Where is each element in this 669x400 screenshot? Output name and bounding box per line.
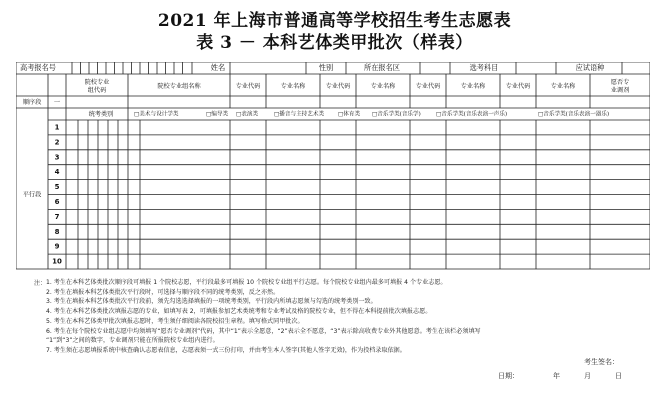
- category-option-1: □美术与设计学类: [134, 111, 179, 118]
- parallel-label: 平行段: [22, 191, 42, 199]
- sequential-mark: 一: [53, 99, 61, 106]
- form-title: 2021 年上海市普通高等学校招生考生志愿表: [157, 11, 512, 31]
- major-name-header-3: 专业名称: [460, 83, 486, 90]
- row-number-6: 6: [54, 197, 60, 206]
- category-option-6: □音乐学类(音乐学): [372, 111, 421, 118]
- note-2: 2. 考生在填报本科艺体类批次平行段时，可选择与顺序段不同的统考类别，反之亦然。: [46, 288, 280, 296]
- gender-label: 性别: [318, 63, 334, 72]
- application-form-table: [16, 62, 650, 274]
- row-number-10: 10: [52, 257, 62, 266]
- category-option-3: □表演类: [236, 111, 259, 118]
- category-option-5: □体育类: [338, 111, 361, 118]
- note-7: “1”到“3”之间的数字，专业调剂只能在所报院校专业组内进行。: [46, 337, 219, 345]
- date-label: 日期：: [498, 372, 519, 380]
- district-label: 所在报名区: [364, 63, 400, 72]
- row-number-9: 9: [54, 242, 60, 251]
- school-group-code-header-b: 组代码: [87, 87, 107, 94]
- notes-label: 注：: [34, 280, 47, 287]
- date-month: 月: [584, 372, 591, 380]
- name-label: 姓名: [210, 63, 226, 72]
- row-number-2: 2: [54, 138, 60, 147]
- subject-label: 选考科目: [469, 63, 499, 72]
- row-number-3: 3: [54, 153, 60, 162]
- adjust-header-a: 愿否专: [610, 79, 630, 86]
- school-group-name-header: 院校专业组名称: [157, 83, 201, 90]
- row-number-5: 5: [54, 183, 60, 192]
- row-number-1: 1: [54, 123, 60, 132]
- signature-label: 考生签名：: [584, 358, 619, 366]
- major-code-header-2: 专业代码: [325, 83, 351, 90]
- signature-block: [498, 355, 622, 383]
- category-option-2: □编导类: [206, 111, 229, 118]
- note-1: 1. 考生在本科艺体类批次顺序段可填报 1 个院校志愿，平行段最多可填报 10 个院校专业组平行志愿。每个院校专业组内最多可填报 4 个专业志愿。: [46, 279, 447, 286]
- note-6: 6. 考生在每个院校专业组志愿中均须填写“愿否专业调剂”代码，其中“1”表示全愿意，“2”表示全不愿意，“3”表示除高收费专业外其他愿意。考生在该栏必须填写: [46, 327, 481, 335]
- major-name-header-1: 专业名称: [280, 83, 306, 90]
- category-option-8: □音乐学类(音乐表演一器乐): [538, 111, 610, 118]
- note-3: 3. 考生在填报本科艺体类批次平行段前，须先勾选选择填报的一项统考类别，平行段内所填志愿须与勾选的统考类别一致。: [46, 298, 377, 306]
- note-5: 5. 考生在本科艺体类甲批次填报志愿时，考生须仔细阅读各院校招生章程。填写格式同甲批次。: [46, 317, 304, 325]
- category-option-7: □音乐学类(音乐表演一声乐): [436, 111, 508, 118]
- notes-list: [46, 278, 646, 356]
- major-code-header-3: 专业代码: [415, 83, 441, 90]
- form-subtitle: 表 3 － 本科艺体类甲批次（样表）: [196, 33, 473, 53]
- exam-no-label: 高考报名号: [20, 63, 56, 72]
- major-name-header-2: 专业名称: [370, 83, 396, 90]
- adjust-header-b: 业调剂: [610, 87, 630, 94]
- major-code-header-1: 专业代码: [235, 83, 261, 90]
- note-8: 7. 考生须在志愿填报系统中核查确认志愿表信息，志愿表须一式三份打印，并由考生本人签字(其他人签字无效)，作为投档录取依据。: [46, 346, 406, 354]
- row-number-7: 7: [54, 212, 60, 221]
- school-group-code-header-a: 院校专业: [84, 79, 110, 86]
- date-day: 日: [615, 372, 622, 380]
- major-code-header-4: 专业代码: [505, 83, 531, 90]
- category-option-4: □播音与主持艺术类: [274, 111, 325, 118]
- row-number-8: 8: [54, 227, 60, 236]
- date-year: 年: [553, 372, 560, 380]
- note-4: 4. 考生在本科艺体类批次填报志愿的专业，如填写表 2，可填报参加艺术类统考和专业考试及格的院校专业，但不得在本科提前批次填报志愿。: [46, 308, 432, 316]
- major-name-header-4: 专业名称: [550, 83, 576, 90]
- row-number-4: 4: [54, 168, 60, 177]
- language-label: 应试语种: [575, 63, 605, 72]
- category-label: 统考类别: [88, 111, 114, 118]
- sequential-label: 顺序段: [22, 99, 42, 106]
